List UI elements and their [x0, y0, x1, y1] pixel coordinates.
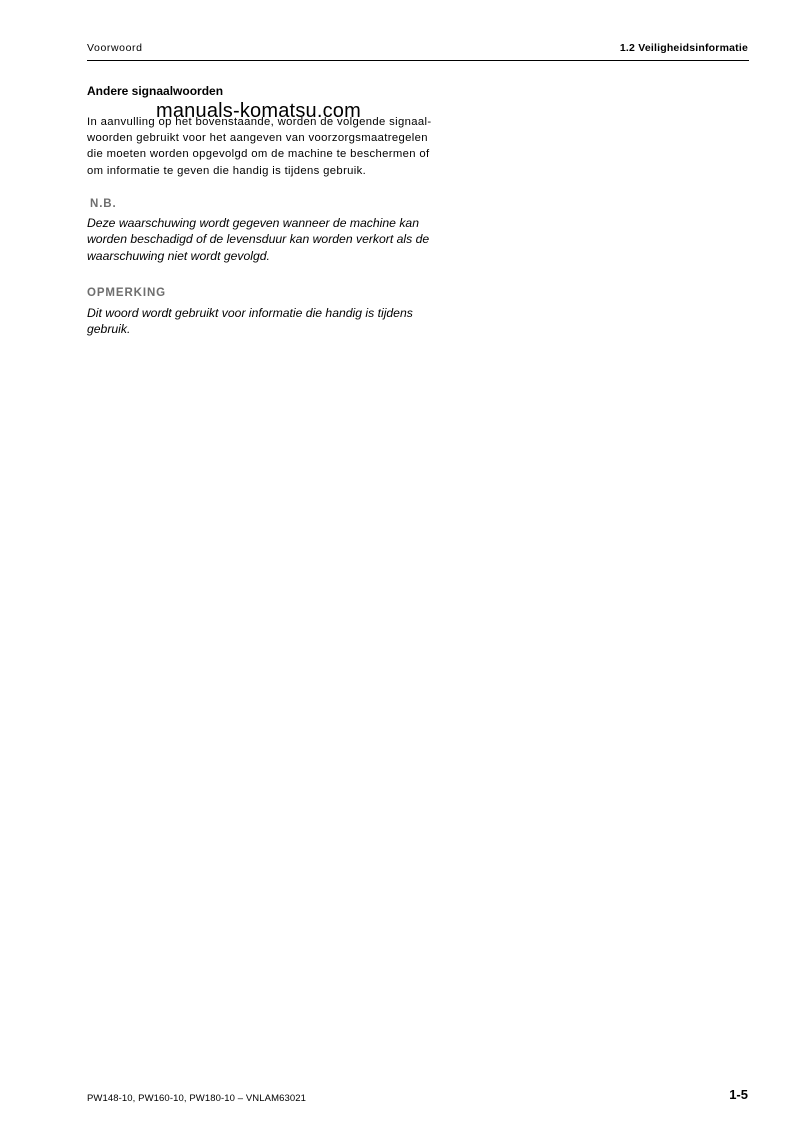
intro-line: woorden gebruikt voor het aangeven van voorzorgsmaatregelen — [87, 132, 428, 145]
header-chapter: Voorwoord — [87, 42, 143, 54]
header-divider — [87, 60, 749, 61]
nb-paragraph — [87, 215, 479, 264]
watermark-text[interactable]: manuals-komatsu.com — [156, 100, 361, 122]
footer-document-id: PW148-10, PW160-10, PW180-10 – VNLAM63021 — [87, 1093, 307, 1104]
intro-paragraph — [87, 114, 471, 179]
nb-line: waarschuwing niet wordt gevolgd. — [87, 248, 270, 263]
page-number: 1-5 — [729, 1087, 748, 1102]
intro-line: die moeten worden opgevolgd om de machine te beschermen of — [87, 148, 430, 161]
remark-paragraph — [87, 305, 479, 338]
nb-label: N.B. — [90, 198, 117, 210]
nb-line: Deze waarschuwing wordt gegeven wanneer de machine kan — [87, 216, 419, 230]
nb-line: worden beschadigd of de levensduur kan worden verkort als de — [87, 232, 430, 247]
remark-line: gebruik. — [87, 322, 131, 337]
remark-label: OPMERKING — [87, 287, 167, 299]
intro-line: om informatie te geven die handig is tijdens gebruik. — [87, 164, 367, 177]
intro-line: In aanvulling op het bovenstaande, worden de volgende signaal- — [87, 116, 432, 128]
remark-line: Dit woord wordt gebruikt voor informatie die handig is tijdens — [87, 306, 413, 320]
header-section: 1.2 Veiligheidsinformatie — [619, 42, 748, 54]
section-title: Andere signaalwoorden — [87, 84, 224, 98]
